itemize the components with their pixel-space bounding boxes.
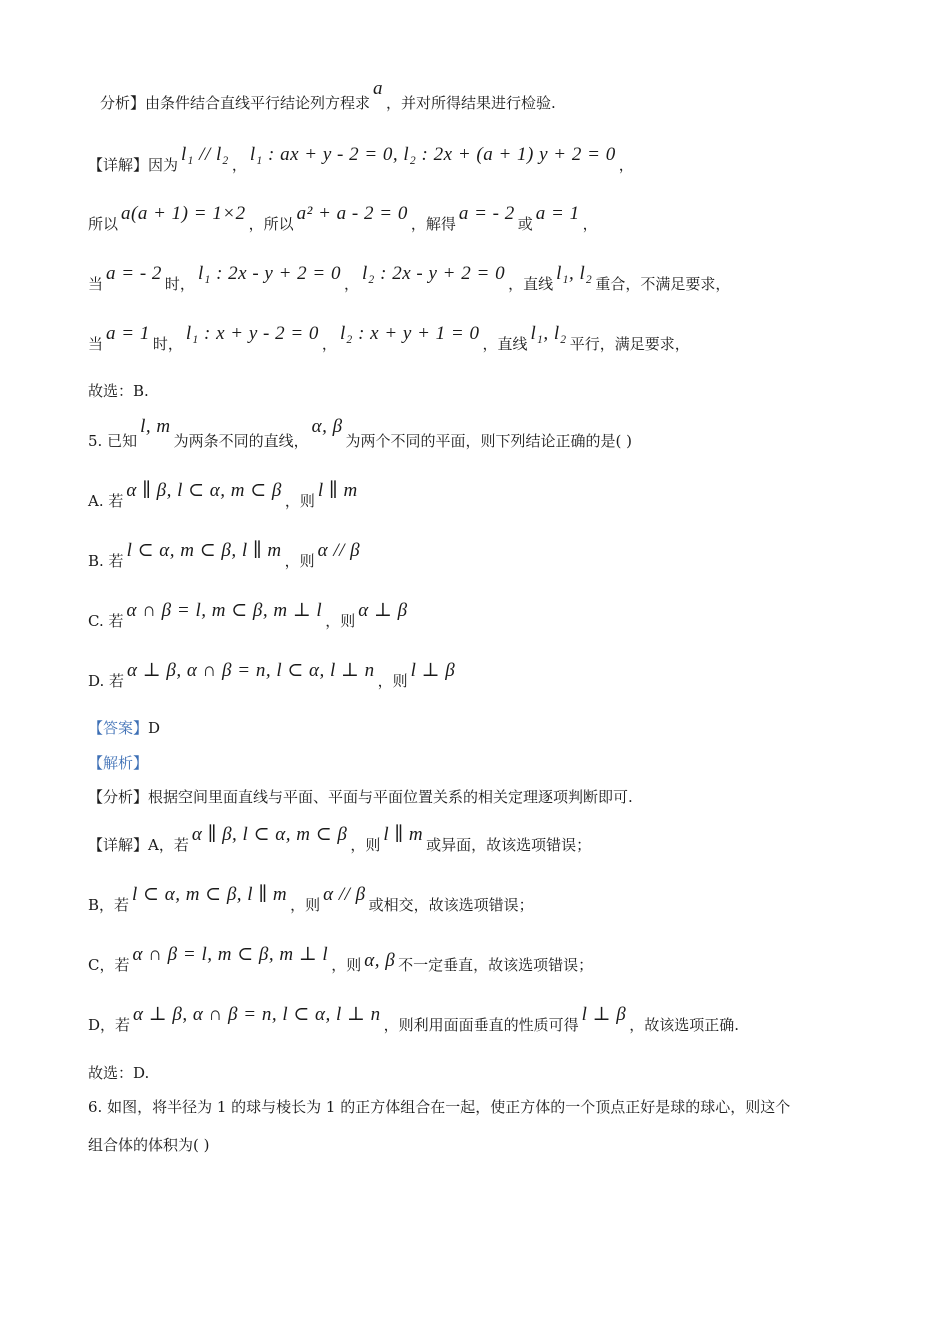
math-parallel: l₁ // l₂	[181, 144, 229, 165]
math-eq: a = - 2	[458, 203, 515, 224]
text: C，若	[88, 956, 130, 974]
analysis-text: 分析】由条件结合直线平行结论列方程求	[100, 94, 371, 112]
text: 重合，不满足要求，	[595, 275, 731, 293]
text: 当	[88, 335, 104, 353]
math-result: l ⊥ β	[581, 1004, 627, 1025]
math-result: α // β	[317, 540, 361, 561]
text: ，则	[350, 836, 381, 854]
answer-line	[88, 717, 160, 739]
text: 不一定垂直，故该选项错误；	[398, 956, 594, 974]
text: D，若	[88, 1016, 131, 1034]
text: 当	[88, 275, 104, 293]
option-d	[88, 660, 458, 692]
answer-label: 【答案】	[88, 719, 149, 737]
text: 或异面，故该选项错误；	[426, 836, 592, 854]
math-alpha-beta: α, β	[311, 416, 343, 437]
math-cond: α ∩ β = l, m ⊂ β, m ⊥ l	[132, 944, 329, 965]
answer-value: D	[148, 719, 161, 737]
text: ，则	[325, 612, 356, 630]
math-eq: a = 1	[535, 203, 580, 224]
jiexi-label: 【解析】	[88, 754, 149, 772]
text: ，	[618, 156, 634, 174]
detail5-a	[88, 824, 592, 856]
text: ，则	[284, 552, 315, 570]
math-result: l ∥ m	[317, 480, 358, 501]
math-result: l ⊥ β	[410, 660, 456, 681]
math-cond: α ∥ β, l ⊂ α, m ⊂ β	[126, 480, 282, 501]
math-eq: l₁ : 2x - y + 2 = 0	[197, 263, 341, 284]
math-eq: a = 1	[106, 323, 150, 344]
math-cond: l ⊂ α, m ⊂ β, l ∥ m	[132, 884, 288, 905]
math-lm: l, m	[140, 416, 171, 437]
text: ，则	[290, 896, 321, 914]
step1-line	[88, 203, 598, 235]
text: 或	[517, 215, 533, 233]
text: ，则	[331, 956, 362, 974]
math-eq: l₁ : x + y - 2 = 0	[185, 323, 319, 344]
step3-line	[88, 323, 690, 355]
choice-line: 故选：B.	[88, 382, 149, 400]
math-cond: α ⊥ β, α ∩ β = n, l ⊂ α, l ⊥ n	[133, 1004, 381, 1025]
math-eq: a = - 2	[106, 263, 162, 284]
math-a: a	[373, 78, 384, 99]
math-cond: α ∥ β, l ⊂ α, m ⊂ β	[191, 824, 348, 845]
text: C. 若	[88, 612, 124, 630]
analysis-text-end: ，并对所得结果进行检验.	[386, 94, 556, 112]
math-cond: α ⊥ β, α ∩ β = n, l ⊂ α, l ⊥ n	[127, 660, 375, 681]
question-6-line2: 组合体的体积为( )	[88, 1136, 210, 1154]
math-eq: l₂ : x + y + 1 = 0	[339, 323, 480, 344]
text: ，	[321, 335, 337, 353]
text: 或相交，故该选项错误；	[368, 896, 534, 914]
text: 【详解】A，若	[88, 836, 189, 854]
math-result: α, β	[364, 950, 396, 971]
detail5-b	[88, 884, 534, 916]
option-c	[88, 600, 411, 632]
math-eq: a(a + 1) = 1×2	[121, 203, 246, 224]
detail-line	[88, 144, 634, 176]
text: ，解得	[410, 215, 456, 233]
text: 时，	[152, 335, 183, 353]
text: 5. 已知	[88, 432, 138, 450]
text: 因为	[148, 156, 179, 174]
text: 为两条不同的直线，	[173, 432, 309, 450]
math-eq: a² + a - 2 = 0	[296, 203, 408, 224]
analysis5-line	[88, 786, 633, 808]
math-eq: l₂ : 2x - y + 2 = 0	[362, 263, 506, 284]
text: B. 若	[88, 552, 124, 570]
text: ，	[582, 215, 598, 233]
detail5-c	[88, 944, 594, 976]
question-5	[88, 416, 633, 452]
choice5-line: 故选：D.	[88, 1064, 150, 1082]
text: ，	[344, 275, 360, 293]
question-6-line1: 6. 如图，将半径为 1 的球与棱长为 1 的正方体组合在一起，使正方体的一个顶点正好是球的球心，则这个	[88, 1098, 791, 1116]
math-result: α ⊥ β	[358, 600, 408, 621]
text: ，则	[377, 672, 408, 690]
text: ，直线	[508, 275, 554, 293]
detail5-d	[88, 1004, 740, 1036]
math-lines: l₁ : ax + y - 2 = 0, l₂ : 2x + (a + 1) y + 2 = 0	[249, 144, 616, 165]
math-eq: l₁, l₂	[556, 263, 593, 284]
math-result: α // β	[323, 884, 366, 905]
text: ，	[231, 156, 247, 174]
text: ，则利用面面垂直的性质可得	[383, 1016, 579, 1034]
math-cond: l ⊂ α, m ⊂ β, l ∥ m	[126, 540, 282, 561]
text: 为两个不同的平面，则下列结论正确的是( )	[345, 432, 633, 450]
math-cond: α ∩ β = l, m ⊂ β, m ⊥ l	[126, 600, 323, 621]
math-eq: l₁, l₂	[530, 323, 567, 344]
text: ，直线	[482, 335, 528, 353]
option-b	[88, 540, 363, 572]
detail-label: 【详解】	[88, 156, 149, 174]
text: ，则	[284, 492, 315, 510]
text: 所以	[88, 215, 119, 233]
analysis-label: 【分析】	[88, 788, 149, 806]
option-a	[88, 480, 361, 512]
text: 时，	[164, 275, 195, 293]
text: A. 若	[88, 492, 124, 510]
text: B，若	[88, 896, 130, 914]
text: D. 若	[88, 672, 125, 690]
analysis-line	[100, 78, 556, 114]
step2-line	[88, 263, 731, 295]
text: 平行，满足要求，	[569, 335, 690, 353]
math-result: l ∥ m	[383, 824, 424, 845]
text: ，故该选项正确.	[629, 1016, 740, 1034]
text: ，所以	[248, 215, 294, 233]
analysis-text: 根据空间里面直线与平面、平面与平面位置关系的相关定理逐项判断即可.	[148, 788, 633, 806]
